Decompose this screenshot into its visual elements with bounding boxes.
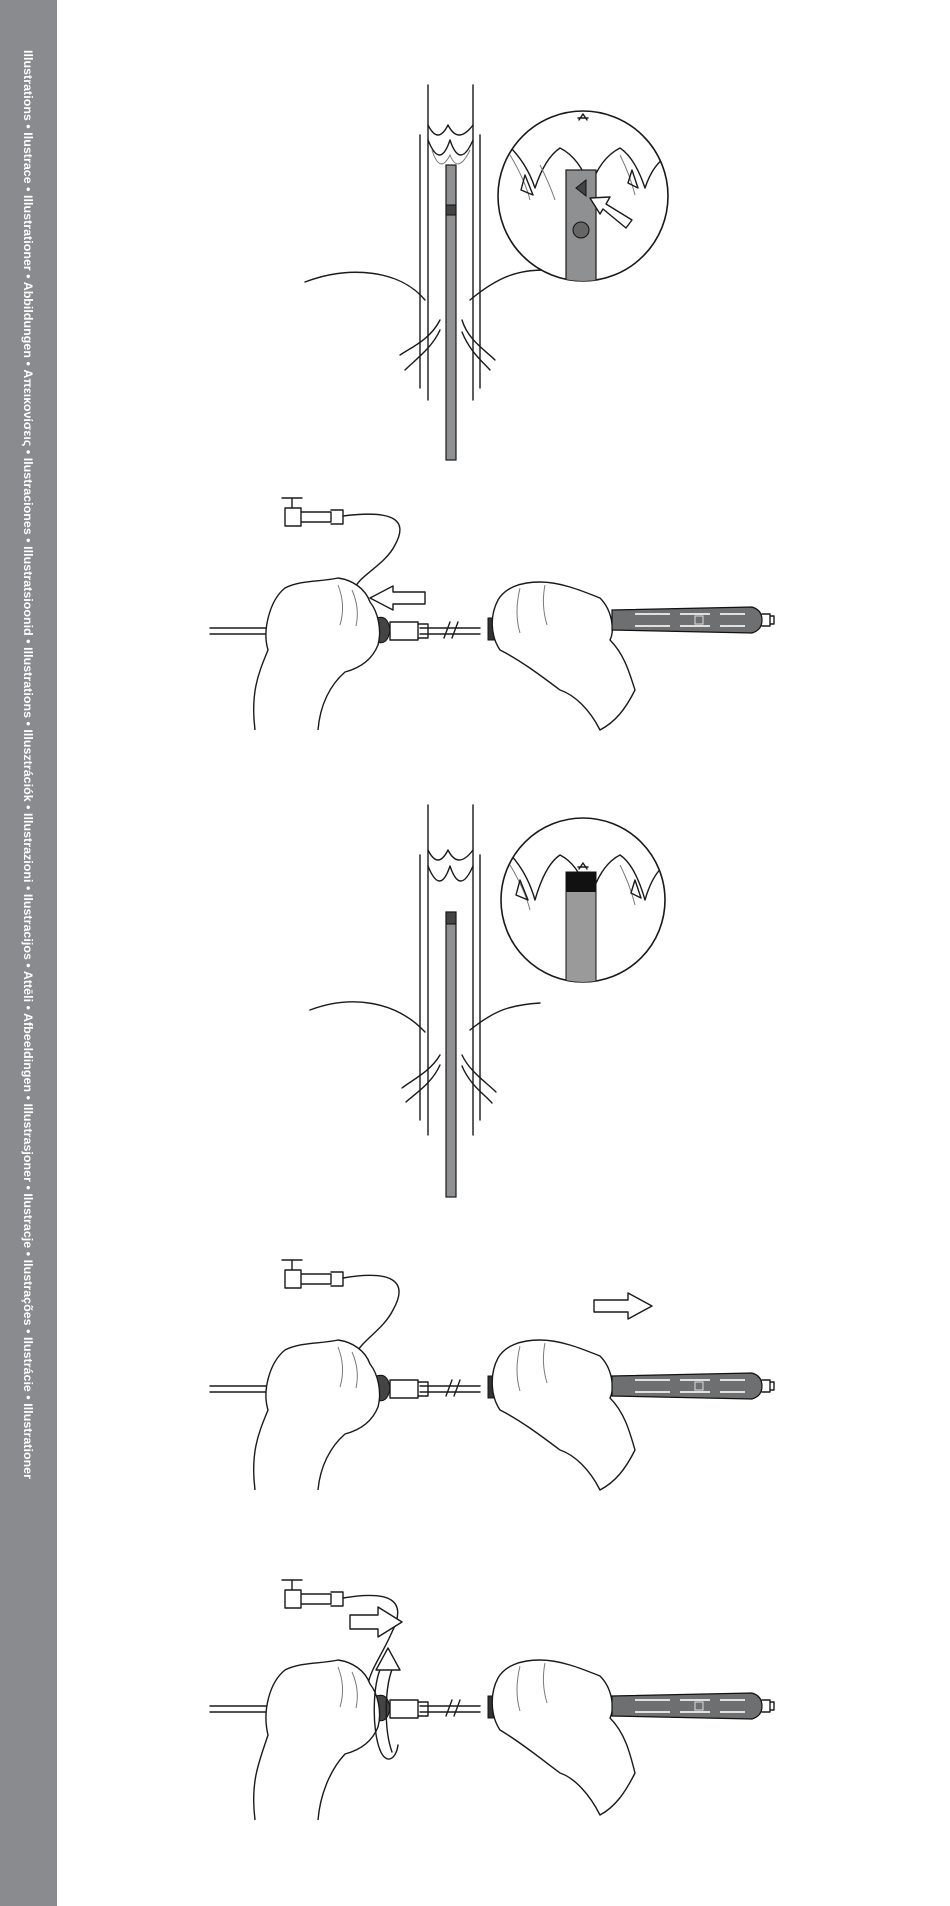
figure-vessel-view-1 — [0, 70, 950, 480]
figure-vessel-view-2 — [0, 800, 950, 1210]
sidebar-languages-label: Illustrations • Ilustrace • Illustrationer • Abbildungen • Απεικονίσεις • Ilustraciones • Illustratsioonid • Illustrations • Illusztrációk • Illustrazioni • Ilustracijos • Attēli • Afbeeldingen • Illustrasjoner • Ilustracje • Ilustrações • Ilustrácie • Illustrationer — [21, 50, 35, 1479]
figure-handle-view-2 — [0, 1250, 950, 1500]
figure-handle-view-1 — [0, 490, 950, 740]
figure-handle-view-3 — [0, 1570, 950, 1830]
